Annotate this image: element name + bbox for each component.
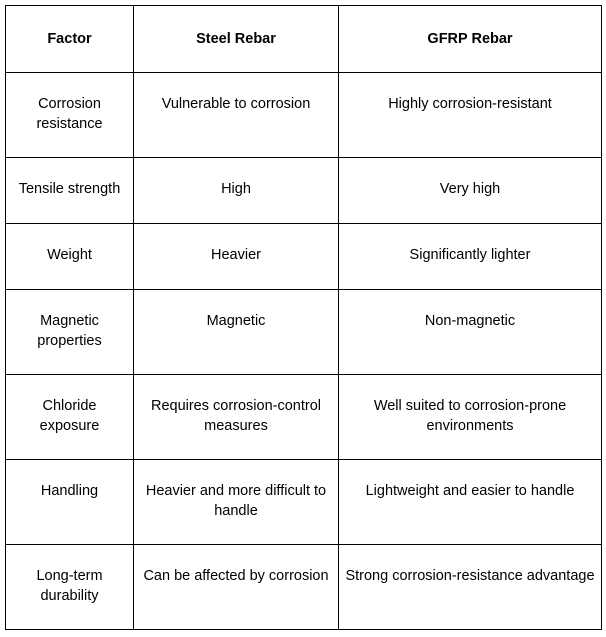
- comparison-table: [5, 5, 602, 630]
- table-row: [6, 375, 602, 460]
- factor-cell: Handling: [6, 460, 134, 545]
- steel-cell: High: [134, 158, 339, 224]
- steel-cell: Vulnerable to corrosion: [134, 73, 339, 158]
- table-row: [6, 224, 602, 290]
- steel-cell: Heavier and more difficult to handle: [134, 460, 339, 545]
- table-row: [6, 158, 602, 224]
- steel-cell: Can be affected by corrosion: [134, 545, 339, 630]
- steel-cell: Requires corrosion-control measures: [134, 375, 339, 460]
- header-gfrp-rebar: GFRP Rebar: [339, 6, 602, 73]
- gfrp-cell: Very high: [339, 158, 602, 224]
- factor-cell: Tensile strength: [6, 158, 134, 224]
- factor-cell: Long-term durability: [6, 545, 134, 630]
- steel-cell: Magnetic: [134, 290, 339, 375]
- header-row: [6, 6, 602, 73]
- steel-cell: Heavier: [134, 224, 339, 290]
- gfrp-cell: Non-magnetic: [339, 290, 602, 375]
- gfrp-cell: Significantly lighter: [339, 224, 602, 290]
- header-factor: Factor: [6, 6, 134, 73]
- table-row: [6, 73, 602, 158]
- header-steel-rebar: Steel Rebar: [134, 6, 339, 73]
- gfrp-cell: Lightweight and easier to handle: [339, 460, 602, 545]
- table-row: [6, 545, 602, 630]
- table-row: [6, 290, 602, 375]
- table-body: [6, 73, 602, 630]
- factor-cell: Corrosion resistance: [6, 73, 134, 158]
- factor-cell: Magnetic properties: [6, 290, 134, 375]
- gfrp-cell: Strong corrosion-resistance advantage: [339, 545, 602, 630]
- gfrp-cell: Highly corrosion-resistant: [339, 73, 602, 158]
- factor-cell: Chloride exposure: [6, 375, 134, 460]
- factor-cell: Weight: [6, 224, 134, 290]
- table-header: [6, 6, 602, 73]
- table-row: [6, 460, 602, 545]
- gfrp-cell: Well suited to corrosion-prone environments: [339, 375, 602, 460]
